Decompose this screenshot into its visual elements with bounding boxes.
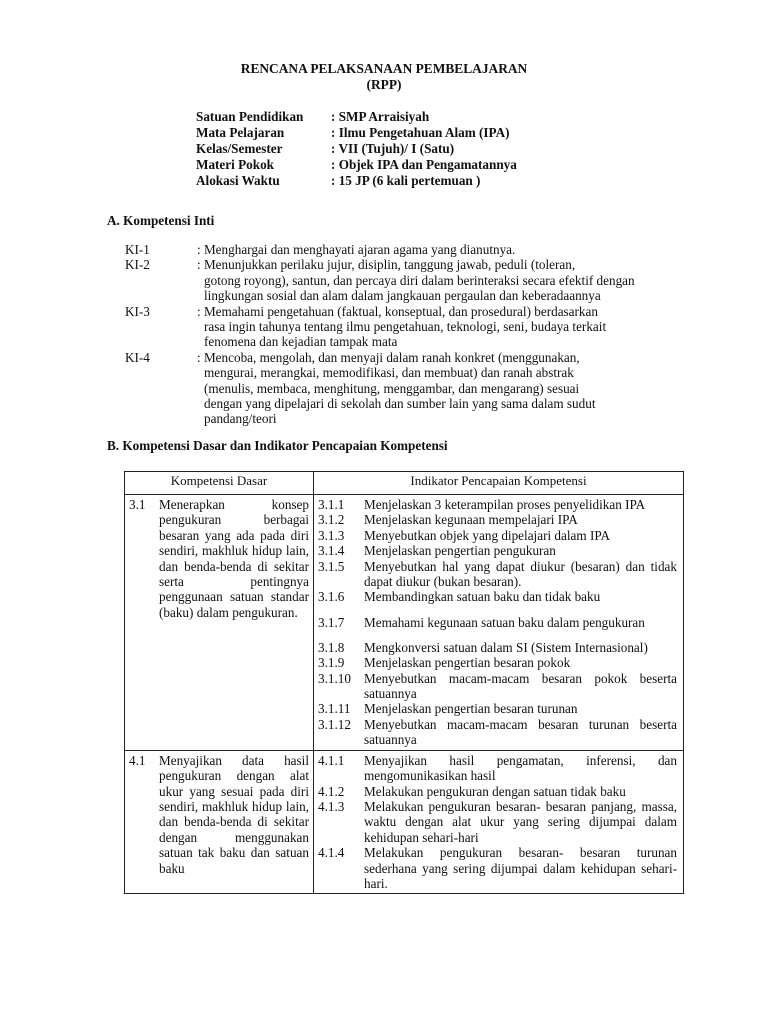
ki-item bbox=[125, 350, 725, 427]
indicator-number: 3.1.3 bbox=[318, 527, 345, 543]
ki-item bbox=[125, 304, 725, 350]
identity-key: Kelas/Semester bbox=[196, 141, 283, 156]
indicator-number: 3.1.1 bbox=[318, 497, 345, 512]
identity-key: Materi Pokok bbox=[196, 157, 275, 172]
indicator-cell bbox=[314, 750, 684, 894]
document-title bbox=[0, 61, 768, 93]
indicator-number: 3.1.2 bbox=[318, 512, 345, 528]
indicator-item bbox=[318, 589, 677, 604]
identity-value: : VII (Tujuh)/ I (Satu) bbox=[331, 141, 455, 156]
indicator-number: 3.1.7 bbox=[318, 614, 345, 630]
ki-code: KI-1 bbox=[125, 242, 150, 257]
indicator-number: 4.1.4 bbox=[318, 845, 345, 861]
identity-value: : SMP Arraisiyah bbox=[331, 109, 430, 124]
identity-row bbox=[196, 157, 517, 173]
identity-value: : Ilmu Pengetahuan Alam (IPA) bbox=[331, 125, 510, 140]
ki-text-line: gotong royong), santun, dan percaya diri dalam berinteraksi secara efektif dengan bbox=[204, 272, 635, 288]
indicator-item bbox=[318, 845, 677, 891]
indicator-number: 4.1.1 bbox=[318, 752, 345, 768]
identity-value: : 15 JP (6 kali pertemuan ) bbox=[331, 173, 481, 188]
ki-text-line: (menulis, membaca, menghitung, menggambar, dan mengarang) sesuai bbox=[204, 380, 580, 396]
indicator-text: Melakukan pengukuran dengan satuan tidak baku bbox=[364, 783, 626, 799]
indicator-number: 4.1.3 bbox=[318, 798, 345, 814]
indicator-text: Memahami kegunaan satuan baku dalam pengukuran bbox=[364, 614, 645, 630]
indicator-item bbox=[318, 497, 677, 512]
identity-row bbox=[196, 141, 517, 157]
ki-text-line: lingkungan sosial dan alam dalam jangkauan pergaulan dan keberadaannya bbox=[204, 288, 601, 304]
title-line-2: (RPP) bbox=[366, 77, 402, 92]
kd-text: Menyajikan data hasil pengukuran dengan alat ukur yang sesuai pada diri sendiri, makhluk hidup lain, dan benda-benda di sekitar dengan menggunakan satuan tak baku dan satuan baku bbox=[159, 752, 309, 876]
indicator-number: 3.1.9 bbox=[318, 655, 345, 671]
section-a-heading: A. Kompetensi Inti bbox=[107, 213, 215, 228]
indicator-item bbox=[318, 640, 677, 655]
ki-item bbox=[125, 257, 725, 303]
ki-text-line: pandang/teori bbox=[204, 411, 277, 427]
indicator-item bbox=[318, 717, 677, 748]
identity-block bbox=[196, 109, 517, 189]
indicator-cell bbox=[314, 495, 684, 751]
table-row bbox=[125, 750, 684, 894]
indicator-item bbox=[318, 671, 677, 702]
indicator-text: Melakukan pengukuran besaran- besaran turunan sederhana yang sering dijumpai dalam kehidupan sehari-hari. bbox=[364, 845, 677, 891]
kd-number: 4.1 bbox=[129, 752, 146, 768]
ki-code: KI-4 bbox=[125, 349, 150, 365]
ki-code: KI-3 bbox=[125, 303, 150, 319]
identity-row bbox=[196, 173, 517, 189]
indicator-number: 3.1.12 bbox=[318, 716, 351, 732]
indicator-text: Membandingkan satuan baku dan tidak baku bbox=[364, 589, 601, 605]
indicator-number: 3.1.4 bbox=[318, 543, 345, 559]
indicator-item bbox=[318, 799, 677, 845]
indicator-text: Mengkonversi satuan dalam SI (Sistem Internasional) bbox=[364, 639, 648, 655]
ki-text-line: : Menunjukkan perilaku jujur, disiplin, tanggung jawab, peduli (toleran, bbox=[197, 257, 576, 273]
identity-value: : Objek IPA dan Pengamatannya bbox=[331, 157, 517, 172]
ki-text-line: fenomena dan kejadian tampak mata bbox=[204, 334, 398, 350]
indicator-item bbox=[318, 753, 677, 784]
identity-key: Mata Pelajaran bbox=[196, 125, 285, 140]
kd-cell bbox=[125, 495, 314, 751]
indicator-number: 3.1.10 bbox=[318, 670, 351, 686]
ki-item bbox=[125, 242, 725, 257]
kd-text: Menerapkan konsep pengukuran berbagai besaran yang ada pada diri sendiri, makhluk hidup lain, dan benda-benda di sekitar serta pentingnya penggunaan satuan standar (baku) dalam pengukuran. bbox=[159, 497, 309, 620]
indicator-text: Menyebutkan hal yang dapat diukur (besaran) dan tidak dapat diukur (bukan besaran). bbox=[364, 558, 677, 590]
indicator-text: Menyebutkan macam-macam besaran turunan beserta satuannya bbox=[364, 716, 677, 748]
ki-list bbox=[125, 242, 725, 427]
indicator-number: 4.1.2 bbox=[318, 783, 345, 799]
competency-table bbox=[124, 471, 684, 894]
indicator-item bbox=[318, 512, 677, 527]
indicator-item bbox=[318, 655, 677, 670]
title-line-1: RENCANA PELAKSANAAN PEMBELAJARAN bbox=[240, 61, 528, 76]
indicator-text: Menyebutkan objek yang dipelajari dalam IPA bbox=[364, 527, 610, 543]
table-row bbox=[125, 495, 684, 751]
indicator-text: Menjelaskan pengertian pengukuran bbox=[364, 543, 556, 559]
section-b-heading: B. Kompetensi Dasar dan Indikator Pencapaian Kompetensi bbox=[107, 438, 448, 453]
indicator-number: 3.1.6 bbox=[318, 589, 345, 605]
identity-key: Alokasi Waktu bbox=[196, 173, 280, 188]
indicator-number: 3.1.5 bbox=[318, 558, 345, 574]
ki-text-line: rasa ingin tahunya tentang ilmu pengetahuan, teknologi, seni, budaya terkait bbox=[204, 319, 607, 335]
ki-text-line: : Memahami pengetahuan (faktual, konseptual, dan prosedural) berdasarkan bbox=[197, 303, 598, 319]
indicator-item bbox=[318, 528, 677, 543]
indicator-item bbox=[318, 701, 677, 716]
ki-code: KI-2 bbox=[125, 257, 150, 273]
table-header-row bbox=[125, 472, 684, 495]
indicator-number: 3.1.8 bbox=[318, 639, 345, 655]
ki-text-line: : Menghargai dan menghayati ajaran agama yang dianutnya. bbox=[197, 242, 516, 257]
ki-text-line: dengan yang dipelajari di sekolah dan sumber lain yang sama dalam sudut bbox=[204, 396, 596, 412]
indicator-item bbox=[318, 613, 677, 632]
indicator-item bbox=[318, 559, 677, 590]
indicator-text: Menjelaskan 3 keterampilan proses penyelidikan IPA bbox=[364, 497, 646, 512]
indicator-text: Menjelaskan pengertian besaran turunan bbox=[364, 701, 578, 717]
indicator-text: Menyajikan hasil pengamatan, inferensi, dan mengomunikasikan hasil bbox=[364, 752, 677, 784]
kd-cell bbox=[125, 750, 314, 894]
identity-row bbox=[196, 125, 517, 141]
header-kompetensi-dasar: Kompetensi Dasar bbox=[125, 472, 314, 495]
ki-text-line: : Mencoba, mengolah, dan menyaji dalam ranah konkret (menggunakan, bbox=[197, 349, 580, 365]
indicator-text: Menjelaskan kegunaan mempelajari IPA bbox=[364, 512, 578, 528]
indicator-number: 3.1.11 bbox=[318, 701, 351, 717]
indicator-item bbox=[318, 784, 677, 799]
identity-row bbox=[196, 109, 517, 125]
header-indikator: Indikator Pencapaian Kompetensi bbox=[314, 472, 684, 495]
indicator-text: Menjelaskan pengertian besaran pokok bbox=[364, 655, 571, 671]
ki-text-line: mengurai, merangkai, memodifikasi, dan membuat) dan ranah abstrak bbox=[204, 365, 574, 381]
indicator-item bbox=[318, 543, 677, 558]
indicator-text: Melakukan pengukuran besaran- besaran panjang, massa, waktu dengan alat ukur yang sering dijumpai dalam kehidupan sehari-hari bbox=[364, 798, 677, 845]
identity-key: Satuan Pendidikan bbox=[196, 109, 304, 124]
kd-number: 3.1 bbox=[129, 497, 146, 512]
indicator-text: Menyebutkan macam-macam besaran pokok beserta satuannya bbox=[364, 670, 677, 702]
